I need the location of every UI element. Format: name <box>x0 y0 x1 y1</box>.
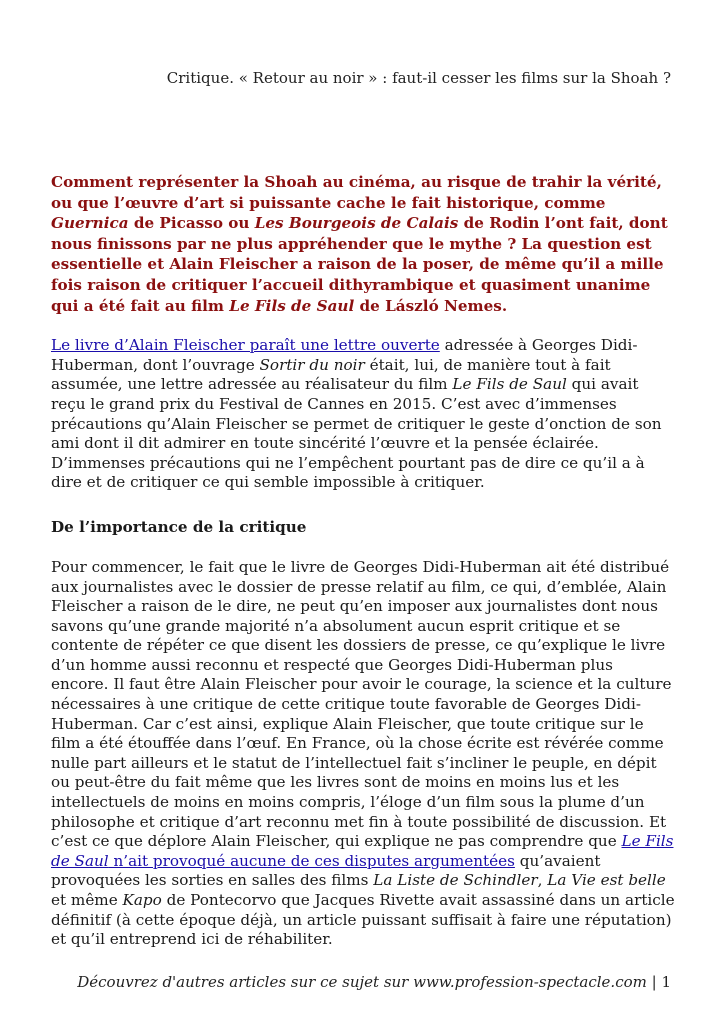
para2-title-kapo: Kapo <box>122 891 162 909</box>
para1-title-film: Le Fils de Saul <box>452 375 567 394</box>
para1-text-3: qui avait reçu le grand prix du Festival de Cannes en 2015. C’est avec d’immenses précautions qu’Alain Fleischer se permet de critiquer le geste d’onction de son ami dont il dit admirer en toute sincérité l’œuvre et la pensée éclairée. D’immenses précautions qui ne l’empêchent pourtant pas de dire ce qu’il a à dire et de critiquer ce qui semble impossible à critiquer. <box>51 375 662 492</box>
link-rest: n’ait provoqué aucune de ces disputes argumentées <box>108 851 515 870</box>
para2-title-vie-belle: La Vie est belle <box>547 871 666 890</box>
para2-text-5: de Pontecorvo que Jacques Rivette avait assassiné dans un article définitif (à cette époque déjà, un article puissant suffisait à faire une réputation) et qu’il entreprend ici de réhabiliter. <box>51 891 675 949</box>
paragraph-2 <box>51 558 675 950</box>
link-film-title: Le Fils de Saul <box>51 832 674 870</box>
para1-text-2: était, lui, de manière tout à fait assumée, une lettre adressée au réalisateur du film <box>51 355 611 394</box>
para2-text-4: et même <box>51 891 123 909</box>
lead-title-guernica: Guernica <box>51 214 129 233</box>
footer-separator: | <box>646 973 662 991</box>
link-lettre-ouverte[interactable]: Le livre d’Alain Fleischer paraît une lettre ouverte <box>51 336 440 355</box>
page-footer <box>77 972 671 992</box>
page-header <box>167 68 671 88</box>
lead-text-4: de László Nemes. <box>354 296 508 315</box>
section-heading: De l’importance de la critique <box>51 517 307 536</box>
para1-title-book: Sortir du noir <box>259 355 365 374</box>
lead-title-film: Le Fils de Saul <box>229 296 355 315</box>
lead-paragraph <box>51 172 675 316</box>
para2-text-3: , <box>537 871 548 890</box>
para1-text-1: adressée à Georges Didi-Huberman, dont l’ouvrage <box>51 336 638 374</box>
paragraph-1 <box>51 336 675 493</box>
header-title: Critique. « Retour au noir » : faut-il cesser les films sur la Shoah ? <box>166 69 671 87</box>
page-number: 1 <box>661 973 671 991</box>
article-body <box>51 172 675 950</box>
lead-text-3: de Rodin l’ont fait, dont nous finissons par ne plus appréhender que le mythe ? La question est essentielle et Alain Fleischer a raison de la poser, de même qu’il a mille fois raison de critiquer l’accueil dithyrambique et quasiment unanime qui a été fait au film <box>51 214 668 315</box>
para2-text-2: qu’avaient provoquées les sorties en salles des films <box>51 851 601 890</box>
para2-title-schindler: La Liste de Schindler <box>373 871 538 890</box>
lead-title-bourgeois: Les Bourgeois de Calais <box>254 214 459 233</box>
lead-text-1: Comment représenter la Shoah au cinéma, au risque de trahir la vérité, ou que l’œuvre d’art si puissante cache le fait historique, comme <box>51 173 662 212</box>
lead-text-2: de Picasso ou <box>128 214 255 233</box>
footer-text: Découvrez d'autres articles sur ce sujet sur www.profession-spectacle.com <box>77 973 647 991</box>
para2-text-1: Pour commencer, le fait que le livre de Georges Didi-Huberman ait été distribué aux journalistes avec le dossier de presse relatif au film, ce qui, d’emblée, Alain Fleischer a raison de le dire, ne peut qu’en imposer aux journalistes dont nous savons qu’une grande majorité n’a absolument aucun esprit critique et se contente de répéter ce que disent les dossiers de presse, ce qu’explique le livre d’un homme aussi reconnu et respecté que Georges Didi-Huberman plus encore. Il faut être Alain Fleischer pour avoir le courage, la science et la culture nécessaires à une critique de cette critique toute favorable de Georges Didi-Huberman. Car c’est ainsi, explique Alain Fleischer, que toute critique sur le film a été étouffée dans l’œuf. En France, où la chose écrite est révérée comme nulle part ailleurs et le statut de l’intellectuel fait s’incliner le peuple, en dépit ou peut-être du fait même que les livres sont de moins en moins lus et les intellectuels de moins en moins compris, l’éloge d’un film sous la plume d’un philosophe et critique d’art reconnu met fin à toute possibilité de discussion. Et c’est ce que déplore Alain Fleischer, qui explique ne pas comprendre que <box>51 557 672 851</box>
